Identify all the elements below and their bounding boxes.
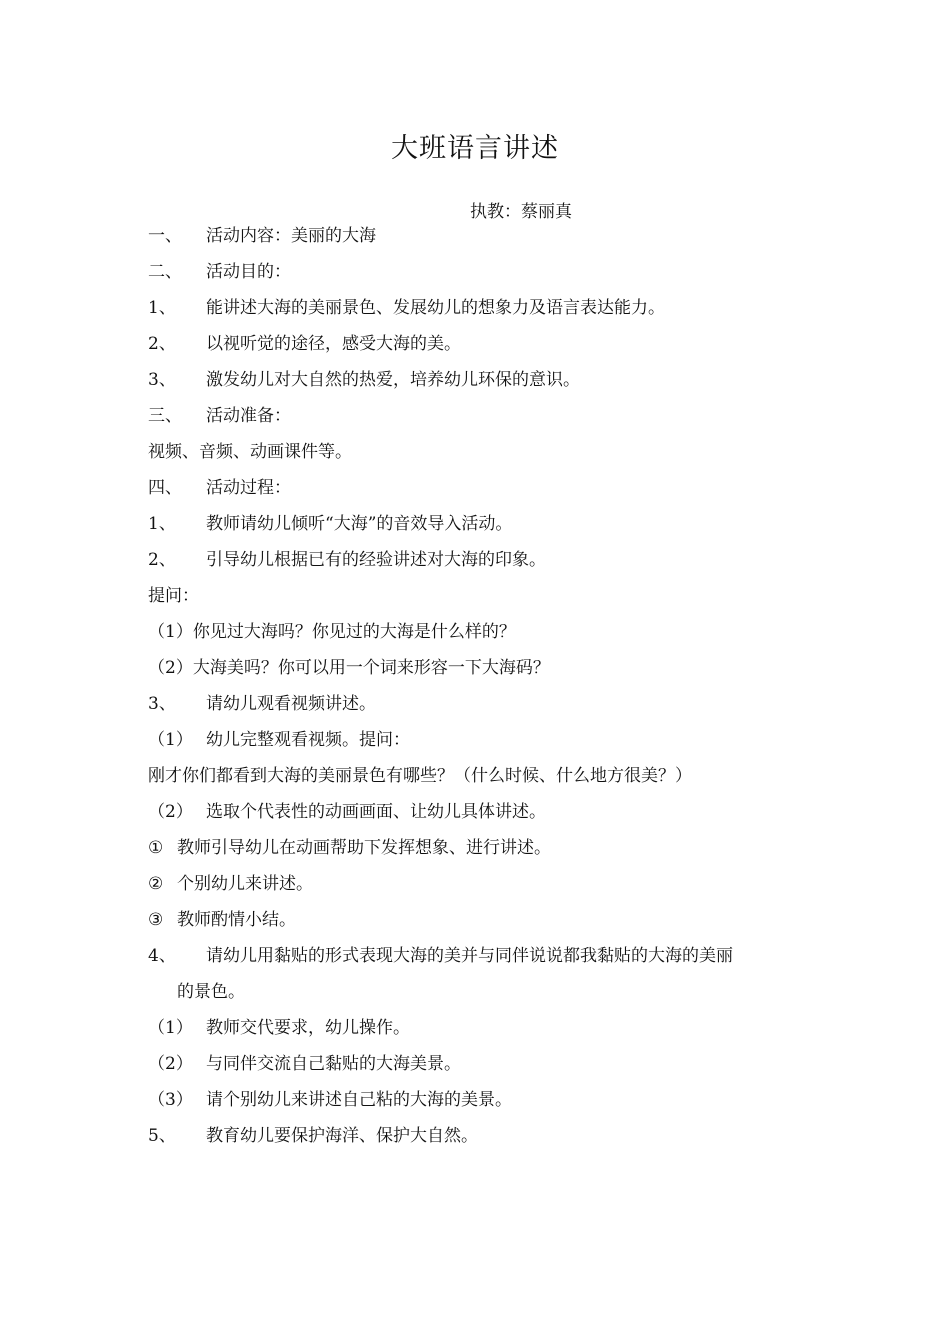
- sub-item: [148, 1016, 828, 1052]
- author-line: 执教：蔡丽真: [470, 202, 572, 222]
- item-text: 请幼儿观看视频讲述。: [206, 694, 376, 714]
- paragraph-text: 提问：: [148, 586, 199, 606]
- item-number: 2、: [148, 334, 176, 354]
- circled-item: [148, 872, 828, 908]
- list-item: [148, 296, 828, 332]
- sub-item-number: （2）: [148, 1054, 193, 1074]
- continuation-text: 的景色。: [177, 982, 245, 1002]
- document-body: [148, 224, 828, 1160]
- document-title: 大班语言讲述: [391, 133, 559, 164]
- question-text: （1）你见过大海吗？你见过的大海是什么样的？: [148, 622, 516, 642]
- sub-item-number: （1）: [148, 1018, 193, 1038]
- list-item: [148, 548, 828, 584]
- item-number: 4、: [148, 946, 176, 966]
- section-text: 活动过程：: [206, 478, 291, 498]
- section-number: 三、: [148, 406, 182, 426]
- question-line: [148, 620, 828, 656]
- section-number: 四、: [148, 478, 182, 498]
- item-number: 2、: [148, 550, 176, 570]
- list-item: [148, 512, 828, 548]
- paragraph-text: 视频、音频、动画课件等。: [148, 442, 352, 462]
- item-number: 3、: [148, 370, 176, 390]
- circled-item-text: 教师引导幼儿在动画帮助下发挥想象、进行讲述。: [177, 838, 551, 858]
- sub-item-text: 幼儿完整观看视频。提问：: [206, 730, 410, 750]
- list-item: [148, 332, 828, 368]
- list-item: [148, 692, 828, 728]
- list-item: [148, 1124, 828, 1160]
- question-line: [148, 656, 828, 692]
- item-number: 5、: [148, 1126, 176, 1146]
- sub-item-text: 请个别幼儿来讲述自己粘的大海的美景。: [206, 1090, 512, 1110]
- circled-item-text: 教师酌情小结。: [177, 910, 296, 930]
- item-text: 教育幼儿要保护海洋、保护大自然。: [206, 1126, 478, 1146]
- item-number: 1、: [148, 298, 176, 318]
- circled-number: ③: [148, 910, 164, 930]
- question-text: （2）大海美吗？你可以用一个词来形容一下大海码？: [148, 658, 550, 678]
- list-item-continuation: [148, 980, 828, 1016]
- sub-item: [148, 728, 828, 764]
- section-number: 一、: [148, 226, 182, 246]
- item-text: 能讲述大海的美丽景色、发展幼儿的想象力及语言表达能力。: [206, 298, 665, 318]
- sub-item-number: （1）: [148, 730, 193, 750]
- sub-item-number: （3）: [148, 1090, 193, 1110]
- item-number: 1、: [148, 514, 176, 534]
- list-item: [148, 944, 828, 980]
- sub-item: [148, 800, 828, 836]
- section-heading: [148, 476, 828, 512]
- circled-number: ②: [148, 874, 164, 894]
- sub-item-number: （2）: [148, 802, 193, 822]
- paragraph-line: [148, 440, 828, 476]
- section-text: 活动目的：: [206, 262, 291, 282]
- circled-item-text: 个别幼儿来讲述。: [177, 874, 313, 894]
- sub-item: [148, 1052, 828, 1088]
- circled-item: [148, 908, 828, 944]
- paragraph-text: 刚才你们都看到大海的美丽景色有哪些？（什么时候、什么地方很美？）: [148, 766, 692, 786]
- paragraph-line: [148, 584, 828, 620]
- section-number: 二、: [148, 262, 182, 282]
- item-number: 3、: [148, 694, 176, 714]
- item-text: 以视听觉的途径，感受大海的美。: [206, 334, 461, 354]
- section-heading: [148, 224, 828, 260]
- section-text: 活动内容：美丽的大海: [206, 226, 376, 246]
- sub-item-text: 与同伴交流自己黏贴的大海美景。: [206, 1054, 461, 1074]
- section-text: 活动准备：: [206, 406, 291, 426]
- section-heading: [148, 260, 828, 296]
- sub-item: [148, 1088, 828, 1124]
- sub-item-text: 教师交代要求，幼儿操作。: [206, 1018, 410, 1038]
- sub-item-text: 选取个代表性的动画画面、让幼儿具体讲述。: [206, 802, 546, 822]
- item-text: 请幼儿用黏贴的形式表现大海的美并与同伴说说都我黏贴的大海的美丽: [206, 946, 733, 966]
- circled-number: ①: [148, 838, 164, 858]
- item-text: 激发幼儿对大自然的热爱，培养幼儿环保的意识。: [206, 370, 580, 390]
- circled-item: [148, 836, 828, 872]
- item-text: 引导幼儿根据已有的经验讲述对大海的印象。: [206, 550, 546, 570]
- section-heading: [148, 404, 828, 440]
- item-text: 教师请幼儿倾听“大海”的音效导入活动。: [206, 514, 513, 534]
- list-item: [148, 368, 828, 404]
- paragraph-line: [148, 764, 828, 800]
